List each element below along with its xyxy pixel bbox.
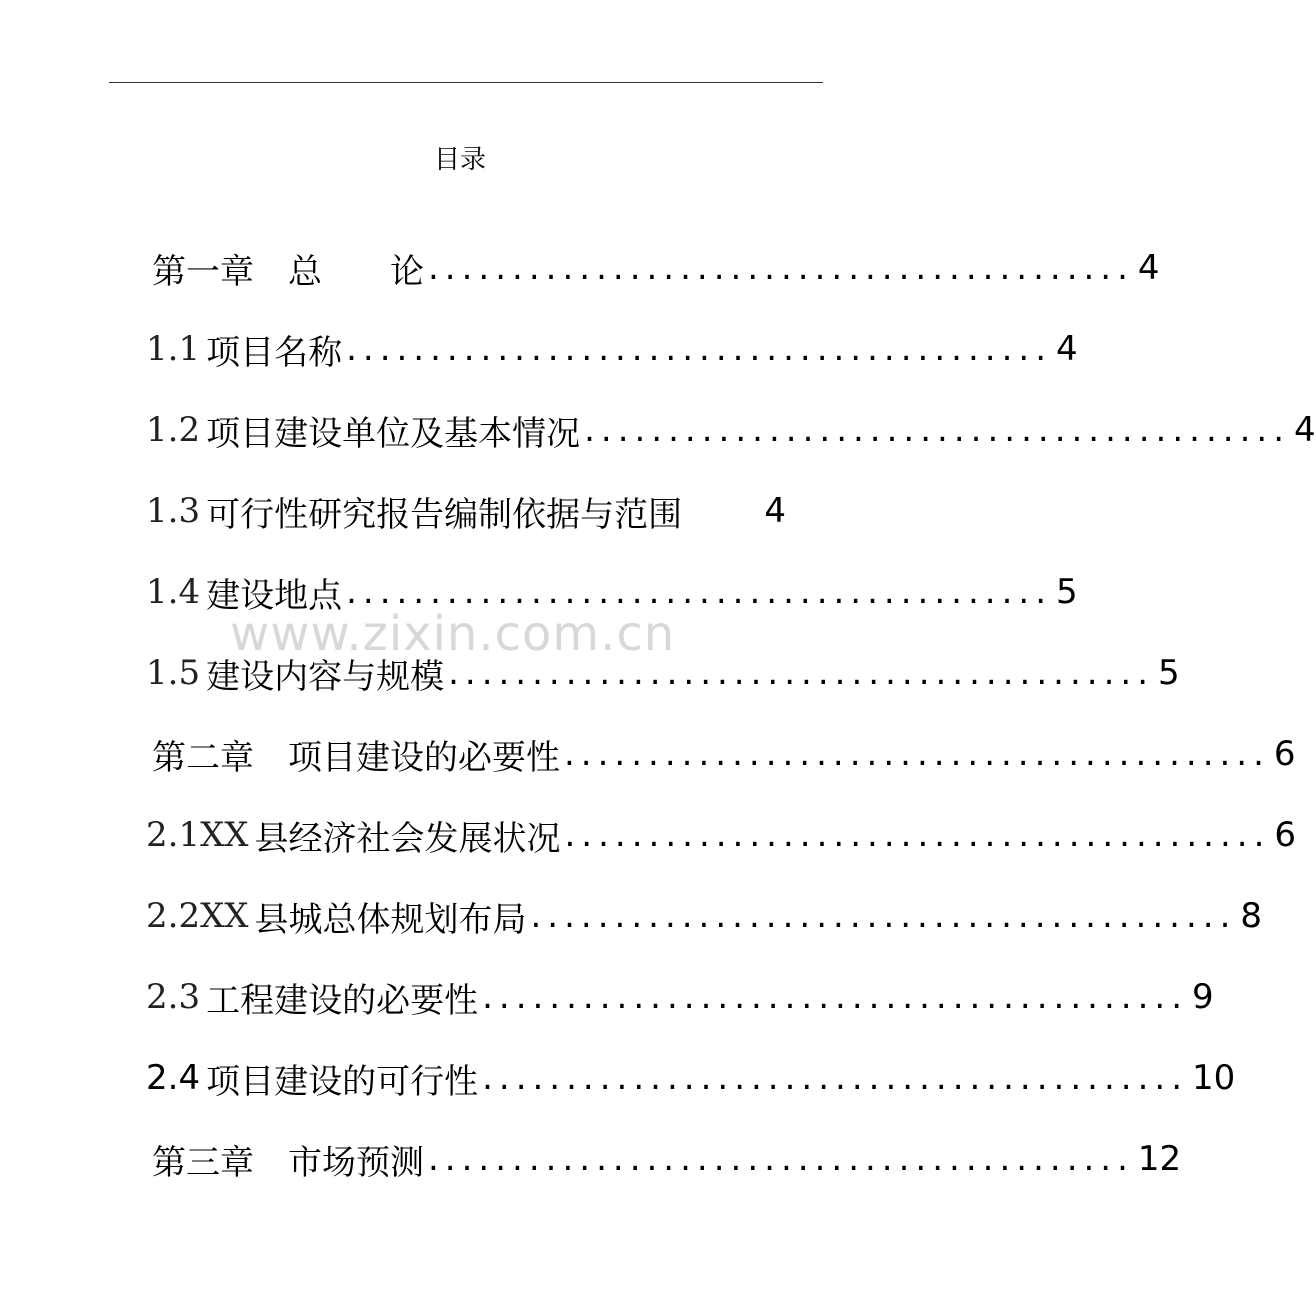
toc-entry-title: 第三章 市场预测 (152, 1142, 424, 1183)
toc-entry-number: 1.1 (146, 329, 201, 369)
dot-leader: .......................................... (482, 977, 1188, 1017)
toc-entry-number: 1.2 (146, 410, 201, 450)
toc-entry-page: 4 (1056, 329, 1078, 369)
dot-leader: .......................................... (564, 734, 1270, 774)
toc-entry[interactable] (146, 564, 1078, 620)
dot-leader: .......................................... (564, 815, 1271, 855)
toc-entry-page: 5 (1158, 653, 1180, 693)
toc-entry-page: 4 (1137, 248, 1160, 288)
toc-entry-number: 2.3 (146, 977, 201, 1017)
toc-entry[interactable] (146, 888, 1263, 944)
toc-entry-title: 第一章 总 论 (152, 251, 424, 292)
dot-leader: .......................................... (584, 410, 1290, 450)
toc-entry[interactable] (146, 969, 1214, 1025)
toc-entry-page: 6 (1274, 815, 1297, 855)
toc-entry-number: 2.1XX (146, 815, 249, 855)
toc-entry-page: 4 (764, 491, 786, 531)
toc-entry-page: 10 (1192, 1058, 1236, 1098)
toc-entry[interactable] (146, 807, 1297, 863)
toc-entry-number: 1.5 (146, 653, 201, 693)
toc-entry[interactable] (146, 483, 786, 539)
toc-entry-title: 建设内容与规模 (206, 656, 445, 697)
toc-entry-number: 1.3 (146, 491, 201, 531)
dot-leader: .......................................... (482, 1058, 1188, 1098)
toc-entry-title: 可行性研究报告编制依据与范围 (206, 494, 683, 535)
toc-entry-page: 9 (1192, 977, 1214, 1017)
toc-entry-title: 建设地点 (206, 575, 343, 616)
toc-entry-title: 县经济社会发展状况 (254, 818, 561, 859)
toc-entry-number: 2.2XX (146, 896, 249, 936)
toc-entry[interactable] (146, 1050, 1236, 1106)
toc-entry[interactable] (146, 645, 1180, 701)
toc-entry[interactable] (146, 726, 1296, 782)
toc-entry-title: 项目名称 (206, 332, 343, 373)
toc-entry-page: 8 (1240, 896, 1263, 936)
toc-entry-page: 12 (1137, 1139, 1182, 1179)
dot-leader: .......................................... (346, 572, 1052, 612)
dot-leader: .......................................... (428, 248, 1134, 288)
dot-leader: .......................................... (428, 1139, 1134, 1179)
toc-entry-number: 2.4 (146, 1058, 201, 1098)
watermark: www.zixin.com.cn (230, 606, 676, 662)
toc-entry-title: 第二章 项目建设的必要性 (152, 737, 560, 778)
toc-entry[interactable] (146, 402, 1316, 458)
dot-leader: .......................................... (530, 896, 1237, 936)
toc-entry-title: 项目建设单位及基本情况 (206, 413, 581, 454)
toc-entry[interactable] (146, 240, 1160, 296)
header-rule (109, 82, 823, 83)
toc-entry-page: 6 (1273, 734, 1296, 774)
toc-entry-page: 4 (1294, 410, 1316, 450)
toc-entry-number: 1.4 (146, 572, 201, 612)
dot-leader: .......................................... (448, 653, 1154, 693)
toc-entry-page: 5 (1056, 572, 1078, 612)
toc-entry-title: 县城总体规划布局 (254, 899, 527, 940)
toc-entry[interactable] (146, 1131, 1182, 1187)
toc-entry[interactable] (146, 321, 1078, 377)
toc-title: 目录 (433, 145, 486, 175)
toc-entry-title: 项目建设的可行性 (206, 1061, 479, 1102)
toc-entry-title: 工程建设的必要性 (206, 980, 479, 1021)
dot-leader: .......................................... (346, 329, 1052, 369)
